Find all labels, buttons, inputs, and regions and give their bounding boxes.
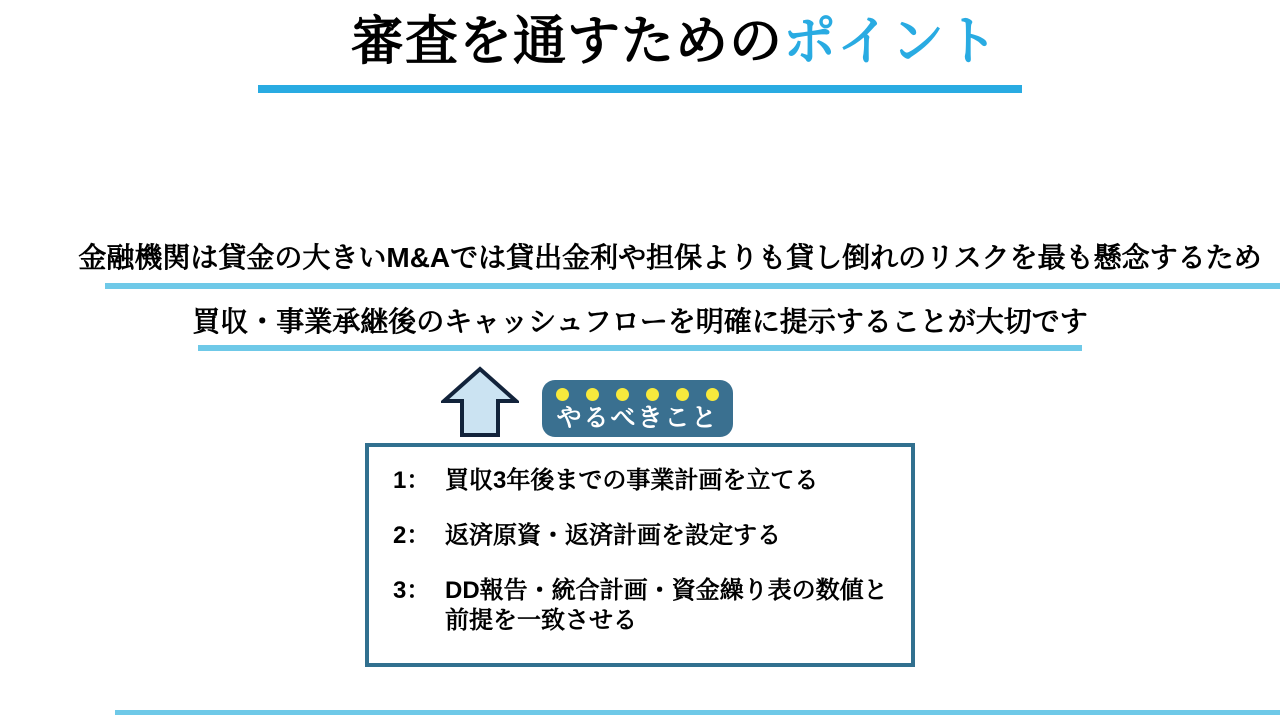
up-arrow-shape [444, 369, 516, 435]
todo-item-1 [393, 466, 901, 496]
todo-box [365, 443, 915, 667]
title-underline [258, 85, 1022, 93]
up-arrow-icon [441, 366, 519, 438]
todo-badge [542, 380, 733, 437]
todo-item-1-text: 買収3年後までの事業計画を立てる [445, 467, 819, 494]
dot-icon [706, 388, 719, 401]
todo-badge-label: やるべきこと [556, 404, 719, 432]
dot-icon [586, 388, 599, 401]
statement-underline-1 [105, 283, 1280, 289]
dot-icon [646, 388, 659, 401]
dot-icon [616, 388, 629, 401]
todo-item-1-number: 1： [393, 467, 431, 494]
page-title-accent: ポイント [783, 12, 999, 71]
badge-dots [556, 388, 719, 402]
statement-line-2: 買収・事業承継後のキャッシュフローを明確に提示することが大切です [192, 306, 1088, 337]
footer-accent-line [115, 710, 1280, 715]
todo-item-2 [393, 521, 901, 551]
todo-item-3-number: 3： [393, 577, 431, 604]
page-title [0, 4, 1280, 80]
statement-underline-2 [198, 345, 1082, 351]
todo-item-3-text-line2: 前提を一致させる [445, 607, 637, 634]
dot-icon [676, 388, 689, 401]
statement-line-1: 金融機関は貸金の大きいM&Aでは貸出金利や担保よりも貸し倒れのリスクを最も懸念するため [78, 242, 1262, 273]
dot-icon [556, 388, 569, 401]
todo-item-2-number: 2： [393, 522, 431, 549]
todo-item-3 [393, 576, 901, 636]
todo-item-3-text: DD報告・統合計画・資金繰り表の数値と [445, 577, 888, 604]
page-title-black: 審査を通すための [351, 12, 783, 71]
todo-item-2-text: 返済原資・返済計画を設定する [445, 522, 781, 549]
